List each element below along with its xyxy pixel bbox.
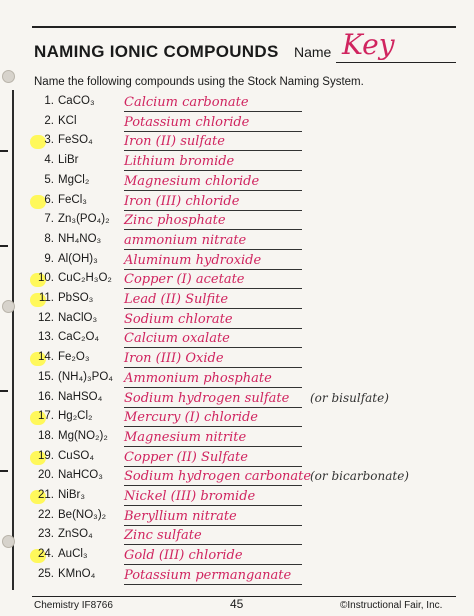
item-number: 5. [44, 173, 54, 186]
item-formula: (NH₄)₃PO₄ [58, 370, 113, 383]
answer-line [124, 564, 302, 565]
answer-line [124, 544, 302, 545]
list-item [0, 509, 474, 528]
item-number: 7. [44, 213, 54, 226]
instruction: Name the following compounds using the Stock Naming System. [34, 76, 364, 88]
item-formula: Be(NO₃)₂ [58, 508, 107, 521]
list-item [0, 115, 474, 134]
item-number: 13. [38, 331, 54, 344]
answer-line [124, 367, 302, 368]
answer-line [124, 347, 302, 348]
item-formula: Fe₂O₃ [58, 351, 90, 364]
item-formula: NaHCO₃ [58, 469, 103, 482]
item-number: 23. [38, 528, 54, 541]
item-number: 21. [38, 489, 54, 501]
item-answer: Gold (III) chloride [124, 548, 243, 564]
answer-line [124, 466, 302, 467]
item-formula: CuC₂H₃O₂ [58, 272, 112, 285]
item-number: 16. [38, 390, 54, 403]
item-number: 15. [38, 370, 54, 383]
item-formula: ZnSO₄ [58, 528, 93, 541]
item-answer: Nickel (III) bromide [124, 489, 256, 504]
list-item [0, 272, 474, 291]
list-item [0, 292, 474, 311]
item-answer: Iron (II) sulfate [124, 134, 225, 150]
name-line [336, 62, 456, 63]
item-answer: Ammonium phosphate [124, 370, 272, 386]
list-item [0, 134, 474, 153]
answer-line [124, 229, 302, 230]
item-number: 20. [38, 469, 54, 482]
answer-line [124, 446, 302, 447]
answer-line [124, 308, 302, 309]
list-item [0, 174, 474, 193]
list-item [0, 528, 474, 547]
item-formula: LiBr [58, 154, 79, 167]
item-number: 12. [38, 311, 54, 324]
list-item [0, 568, 474, 587]
answer-line [124, 170, 302, 171]
item-answer: Sodium chlorate [124, 311, 233, 327]
item-number: 18. [38, 429, 54, 442]
item-number: 10. [38, 272, 54, 285]
item-formula: FeSO₄ [58, 134, 93, 147]
item-answer: Iron (III) Oxide [124, 351, 224, 367]
answer-line [124, 288, 302, 289]
item-formula: Mg(NO₂)₂ [58, 429, 108, 442]
item-number: 4. [44, 154, 54, 167]
item-answer: Calcium carbonate [124, 95, 249, 110]
list-item [0, 469, 474, 488]
item-answer: Mercury (I) chloride [124, 410, 258, 426]
item-answer: Magnesium nitrite [124, 429, 247, 445]
item-answer: Calcium oxalate [124, 331, 230, 347]
footer-rule [32, 596, 456, 597]
item-answer: Potassium chloride [124, 114, 250, 130]
item-formula: CaCO₃ [58, 95, 95, 107]
item-formula: NiBr₃ [58, 489, 86, 501]
item-answer: Magnesium chloride [124, 173, 260, 189]
item-formula: CaC₂O₄ [58, 331, 100, 344]
answer-line [124, 387, 302, 388]
item-formula: CuSO₄ [58, 449, 95, 462]
answer-line [124, 150, 302, 151]
name-label: Name [294, 44, 332, 60]
list-item [0, 430, 474, 449]
page-title: NAMING IONIC COMPOUNDS [34, 42, 279, 61]
list-item [0, 410, 474, 429]
answer-line [124, 525, 302, 526]
list-item [0, 489, 474, 508]
item-number: 1. [44, 95, 54, 107]
answer-line [124, 249, 302, 250]
item-formula: Zn₃(PO₄)₂ [58, 213, 110, 226]
footer-left: Chemistry IF8766 [34, 600, 113, 611]
item-answer: Lead (II) Sulfite [124, 292, 229, 307]
item-number: 11. [38, 292, 54, 304]
list-item [0, 233, 474, 252]
item-number: 6. [44, 193, 54, 206]
item-answer: Aluminum hydroxide [124, 252, 262, 268]
item-answer: Lithium bromide [124, 154, 235, 170]
list-item [0, 154, 474, 173]
item-formula: AuCl₃ [58, 548, 88, 561]
item-note: (or bicarbonate) [310, 469, 409, 484]
answer-line [124, 584, 302, 585]
answer-line [124, 485, 302, 486]
page-number: 45 [230, 597, 244, 611]
answer-line [124, 131, 302, 132]
list-item [0, 95, 474, 114]
answer-line [124, 210, 302, 211]
list-item [0, 194, 474, 213]
item-answer: Potassium permanganate [124, 567, 292, 583]
list-item [0, 213, 474, 232]
footer-right: ©Instructional Fair, Inc. [340, 600, 443, 611]
answer-line [124, 426, 302, 427]
item-formula: NH₄NO₃ [58, 232, 102, 245]
list-item [0, 351, 474, 370]
answer-line [124, 269, 302, 270]
item-answer: Sodium hydrogen carbonate [124, 469, 312, 485]
item-number: 22. [38, 508, 54, 521]
item-formula: NaHSO₄ [58, 390, 103, 403]
answer-line [124, 111, 302, 112]
list-item [0, 331, 474, 350]
item-answer: Iron (III) chloride [124, 193, 240, 209]
item-note: (or bisulfate) [310, 390, 389, 405]
item-number: 3. [44, 134, 54, 147]
list-item [0, 253, 474, 272]
answer-line [124, 328, 302, 329]
item-number: 8. [44, 232, 54, 245]
list-item [0, 450, 474, 469]
item-formula: NaClO₃ [58, 311, 98, 324]
list-item [0, 312, 474, 331]
item-number: 17. [38, 410, 54, 423]
item-formula: MgCl₂ [58, 173, 90, 186]
list-item [0, 391, 474, 410]
item-answer: ammonium nitrate [124, 232, 247, 248]
item-formula: FeCl₃ [58, 193, 87, 206]
item-formula: PbSO₃ [58, 292, 94, 304]
item-formula: KCl [58, 114, 77, 127]
item-answer: Copper (I) acetate [124, 272, 245, 288]
item-number: 19. [38, 449, 54, 462]
item-number: 25. [38, 567, 54, 580]
punch-hole [2, 70, 15, 83]
item-answer: Zinc phosphate [124, 213, 226, 229]
item-formula: KMnO₄ [58, 567, 96, 580]
answer-line [124, 407, 302, 408]
answer-line [124, 190, 302, 191]
name-value: Key [342, 28, 395, 61]
item-number: 14. [38, 351, 54, 364]
list-item [0, 548, 474, 567]
item-number: 24. [38, 548, 54, 561]
item-answer: Copper (II) Sulfate [124, 449, 248, 465]
item-number: 2. [44, 114, 54, 127]
item-answer: Zinc sulfate [124, 528, 202, 544]
item-number: 9. [44, 252, 54, 265]
answer-line [124, 505, 302, 506]
item-formula: Al(OH)₃ [58, 252, 98, 265]
item-answer: Beryllium nitrate [124, 508, 237, 524]
item-answer: Sodium hydrogen sulfate [124, 390, 290, 406]
list-item [0, 371, 474, 390]
item-formula: Hg₂Cl₂ [58, 410, 93, 423]
